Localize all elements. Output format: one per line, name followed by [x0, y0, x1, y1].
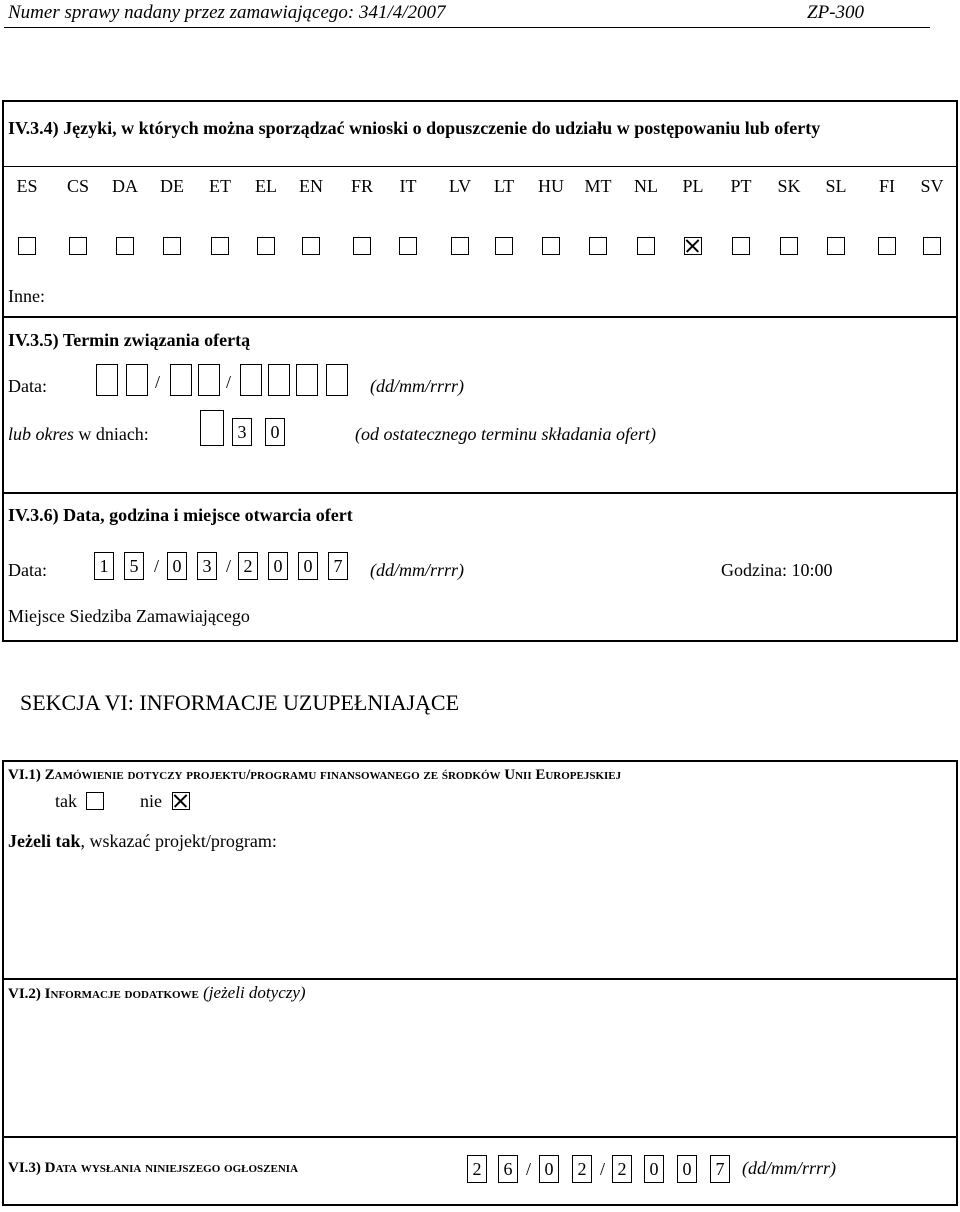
language-checkbox-da[interactable]	[116, 237, 134, 255]
language-checkbox-pt[interactable]	[732, 237, 750, 255]
sent-date-digit[interactable]: 0	[677, 1155, 697, 1183]
language-checkbox-fr[interactable]	[353, 237, 371, 255]
language-checkbox-et[interactable]	[211, 237, 229, 255]
language-label-lt: LT	[493, 176, 515, 196]
eu-no-label: nie	[140, 791, 162, 811]
sent-date-digit[interactable]: 0	[539, 1155, 559, 1183]
period-label-or: lub okres	[8, 424, 74, 444]
language-checkbox-el[interactable]	[257, 237, 275, 255]
language-label-sv: SV	[920, 176, 944, 196]
language-checkbox-mt[interactable]	[589, 237, 607, 255]
language-label-pt: PT	[730, 176, 752, 196]
sent-date-digit[interactable]: 6	[498, 1155, 518, 1183]
opening-place: Miejsce Siedziba Zamawiającego	[8, 606, 250, 626]
language-checkbox-sv[interactable]	[923, 237, 941, 255]
opening-date-digit[interactable]: 1	[94, 552, 114, 580]
opening-date-digit[interactable]: 0	[167, 552, 187, 580]
period-digit-box[interactable]: 0	[265, 418, 285, 446]
eu-funding-title	[8, 767, 621, 784]
language-checkbox-en[interactable]	[302, 237, 320, 255]
validity-date-box[interactable]	[170, 364, 192, 396]
date-separator: /	[600, 1159, 606, 1179]
sent-date-title-text: Data wysłania niniejszego ogłoszenia	[44, 1160, 299, 1176]
language-checkbox-nl[interactable]	[637, 237, 655, 255]
eu-project-label	[8, 831, 277, 852]
eu-no-checkbox[interactable]	[172, 792, 190, 810]
validity-date-box[interactable]	[126, 364, 148, 396]
form-code-header: ZP-300	[807, 2, 864, 23]
date-separator: /	[154, 556, 160, 576]
language-label-da: DA	[112, 176, 138, 196]
language-checkbox-cs[interactable]	[69, 237, 87, 255]
language-checkbox-de[interactable]	[163, 237, 181, 255]
validity-date-box[interactable]	[96, 364, 118, 396]
language-label-cs: CS	[66, 176, 90, 196]
sent-date-digit[interactable]: 0	[644, 1155, 664, 1183]
date-separator: /	[226, 372, 232, 392]
sent-date-digit[interactable]: 2	[612, 1155, 632, 1183]
language-label-el: EL	[255, 176, 277, 196]
opening-date-digit[interactable]: 0	[268, 552, 288, 580]
additional-info-title-text: Informacje dodatkowe	[44, 986, 199, 1002]
sent-date-digit[interactable]: 2	[467, 1155, 487, 1183]
period-digit-box[interactable]	[200, 410, 224, 446]
sent-date-format: (dd/mm/rrrr)	[742, 1158, 837, 1178]
language-label-pl: PL	[682, 176, 704, 196]
additional-info-title	[8, 983, 306, 1003]
language-checkbox-pl[interactable]	[684, 237, 702, 255]
opening-date-digit[interactable]: 3	[197, 552, 217, 580]
sent-date-digit[interactable]: 2	[572, 1155, 592, 1183]
offer-validity-title: IV.3.5) Termin związania ofertą	[8, 330, 251, 350]
language-checkbox-sl[interactable]	[827, 237, 845, 255]
language-label-es: ES	[16, 176, 38, 196]
date-separator: /	[526, 1159, 532, 1179]
eu-project-label-bold: Jeżeli tak	[8, 831, 81, 851]
language-checkbox-fi[interactable]	[878, 237, 896, 255]
period-note: (od ostatecznego terminu składania ofert)	[355, 424, 656, 444]
validity-date-label: Data:	[8, 376, 47, 396]
validity-date-box[interactable]	[296, 364, 318, 396]
eu-project-label-rest: , wskazać projekt/program:	[80, 831, 277, 851]
language-checkbox-lv[interactable]	[451, 237, 469, 255]
language-label-de: DE	[160, 176, 184, 196]
eu-yes-checkbox[interactable]	[86, 792, 104, 810]
opening-date-digit[interactable]: 7	[328, 552, 348, 580]
opening-date-format: (dd/mm/rrrr)	[370, 560, 465, 580]
language-checkbox-hu[interactable]	[542, 237, 560, 255]
header-rule	[4, 27, 930, 28]
language-label-it: IT	[399, 176, 417, 196]
opening-date-label: Data:	[8, 560, 47, 580]
eu-yes-label: tak	[55, 791, 77, 811]
language-label-et: ET	[209, 176, 231, 196]
additional-info-note: (jeżeli dotyczy)	[198, 983, 306, 1002]
language-label-nl: NL	[634, 176, 658, 196]
opening-date-digit[interactable]: 5	[124, 552, 144, 580]
validity-period-label	[8, 424, 149, 445]
languages-title: IV.3.4) Języki, w których można sporządzać wnioski o dopuszczenie do udziału w postępowaniu lub oferty	[8, 118, 821, 138]
language-checkbox-sk[interactable]	[780, 237, 798, 255]
opening-date-digit[interactable]: 2	[238, 552, 258, 580]
language-label-mt: MT	[584, 176, 612, 196]
opening-date-digit[interactable]: 0	[298, 552, 318, 580]
language-checkbox-lt[interactable]	[495, 237, 513, 255]
opening-time: Godzina: 10:00	[721, 560, 833, 580]
language-label-en: EN	[299, 176, 323, 196]
validity-date-box[interactable]	[198, 364, 220, 396]
sent-date-digit[interactable]: 7	[710, 1155, 730, 1183]
eu-funding-number: VI.1)	[8, 767, 45, 783]
sent-date-number: VI.3)	[8, 1160, 45, 1176]
period-digit-box[interactable]: 3	[232, 418, 252, 446]
other-languages-label: Inne:	[8, 286, 45, 306]
language-checkbox-it[interactable]	[399, 237, 417, 255]
language-label-sk: SK	[777, 176, 801, 196]
date-separator: /	[226, 556, 232, 576]
section-vi-title: SEKCJA VI: INFORMACJE UZUPEŁNIAJĄCE	[20, 690, 460, 715]
validity-date-box[interactable]	[326, 364, 348, 396]
language-label-fr: FR	[350, 176, 374, 196]
language-label-hu: HU	[538, 176, 564, 196]
additional-info-number: VI.2)	[8, 986, 45, 1002]
opening-title: IV.3.6) Data, godzina i miejsce otwarcia ofert	[8, 505, 353, 525]
eu-funding-title-text: Zamówienie dotyczy projektu/programu finansowanego ze środków Unii Europejskiej	[44, 767, 622, 783]
language-label-sl: SL	[825, 176, 847, 196]
validity-date-box[interactable]	[240, 364, 262, 396]
validity-date-box[interactable]	[268, 364, 290, 396]
date-separator: /	[155, 372, 161, 392]
sent-date-title	[8, 1160, 298, 1177]
case-number-header: Numer sprawy nadany przez zamawiającego: 341/4/2007	[8, 2, 446, 23]
language-label-fi: FI	[878, 176, 895, 196]
languages-divider	[2, 166, 958, 167]
period-label-days: w dniach:	[73, 424, 149, 444]
language-checkbox-es[interactable]	[18, 237, 36, 255]
language-label-lv: LV	[448, 176, 472, 196]
validity-date-format: (dd/mm/rrrr)	[370, 376, 465, 396]
